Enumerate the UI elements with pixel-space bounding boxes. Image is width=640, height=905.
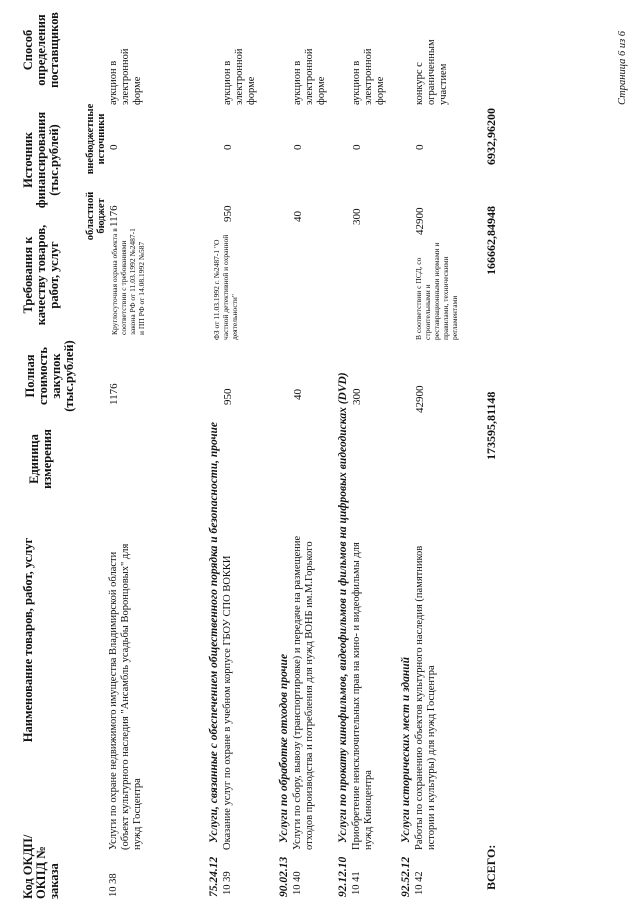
section-7524-title: Услуги, связанные с обеспечением общественного порядка и безопасности, прочие [208,421,220,843]
row-1041-extra: 0 [351,144,363,150]
total-label: ВСЕГО: [484,844,498,890]
row-1042-requirements: В соответствии с ПСД, со строительными и реставрационными нормами и правилами, техническими регламентами [414,242,459,340]
total-extra: 6932,96200 [484,108,498,165]
row-1039-regional: 950 [222,205,234,222]
page-number: Страница 6 из 6 [617,30,628,105]
row-1042-extra: 0 [414,144,426,150]
row-1040-method: аукцион в электронной форме [292,48,327,105]
row-1042-name: Работы по сохранению объектов культурного наследия (памятников истории и культуры) для нужд Госцентра [414,545,437,850]
row-1041-method: аукцион в электронной форме [351,48,386,105]
row-1040-regional: 40 [292,211,304,222]
row-1040-name: Услуги по сбору, вывозу (транспортировке) и передаче на размещение отходов производства и потребления для нужд ВОНБ им.М.Горького [292,535,315,850]
section-9252-title: Услуги исторических мест и зданий [400,656,412,843]
section-9002-code: 90.02.13 [278,856,290,897]
header-source-extra: внебюджетные источники [85,103,107,175]
header-code: Код ОКДП/ ОКПД № заказа [21,834,61,899]
row-1042-method: конкурс с ограниченным участием [414,39,449,105]
header-source: Источник финансирования (тыс.рублей) [21,111,61,209]
row-1041-regional: 300 [351,208,363,225]
header-requirements: Требования к качеству товаров, работ, услуг [21,224,61,326]
row-1042-cost: 42900 [414,385,426,413]
section-9212-code: 92.12.10 [337,856,349,897]
total-cost: 173595,81148 [484,391,498,460]
row-1039-extra: 0 [222,144,234,150]
row-1038-requirements: Круглосуточная охрана объекта в соответствии с требованиями закона РФ от 11.03.1992 №2487-1 и ПП РФ от 14.08.1992 №587 [110,228,146,335]
row-1038-extra: 0 [108,144,120,150]
row-1039-requirements: ФЗ от 11.03.1992 г. №2487-1 "О частной детективной и охранной деятельности" [212,234,239,340]
header-unit: Единица измерения [27,429,54,489]
row-1039-name: Оказание услуг по охране в учебном корпусе ГБОУ СПО ВОККИ [222,555,233,850]
row-1038-name: Услуги по охране недвижимого имущества Владимирской области (объект культурного наследия "Ансамбль усадьбы Воронцовых" для нужд Госцентра [108,543,143,850]
section-9212-title: Услуги по прокату кинофильмов, видеофильмов и фильмов на цифровых видеодисках (DVD) [337,372,349,843]
row-1041-code: 10 41 [351,871,362,895]
row-1038-code: 10 38 [108,873,119,897]
row-1040-code: 10 40 [292,871,303,895]
row-1040-cost: 40 [292,389,304,400]
header-method: Способ определения поставщиков [21,12,61,88]
total-regional: 166662,84948 [484,206,498,275]
row-1038-cost: 1176 [108,383,120,405]
row-1040-extra: 0 [292,144,304,150]
header-source-regional: областной бюджет [85,191,107,241]
section-9252-code: 92.52.12 [400,856,412,897]
row-1039-code: 10 39 [222,871,233,895]
header-name: Наименование товаров, работ, услуг [21,537,35,743]
row-1038-regional: 1176 [108,205,120,227]
row-1039-method: аукцион в электронной форме [222,48,257,105]
row-1038-method: аукцион в электронной форме [108,48,143,105]
section-9002-title: Услуги по обработке отходов прочие [278,653,290,843]
row-1042-regional: 42900 [414,207,426,235]
row-1039-cost: 950 [222,388,234,405]
row-1041-name: Приобретение неисключительных прав на кино- и видеофильмы для нужд Киноцентра [351,542,374,850]
section-7524-code: 75.24.12 [208,856,220,897]
header-cost: Полная стоимость закупок (тыс.рублей) [23,340,76,412]
row-1042-code: 10 42 [414,871,425,895]
row-1041-cost: 300 [351,388,363,405]
